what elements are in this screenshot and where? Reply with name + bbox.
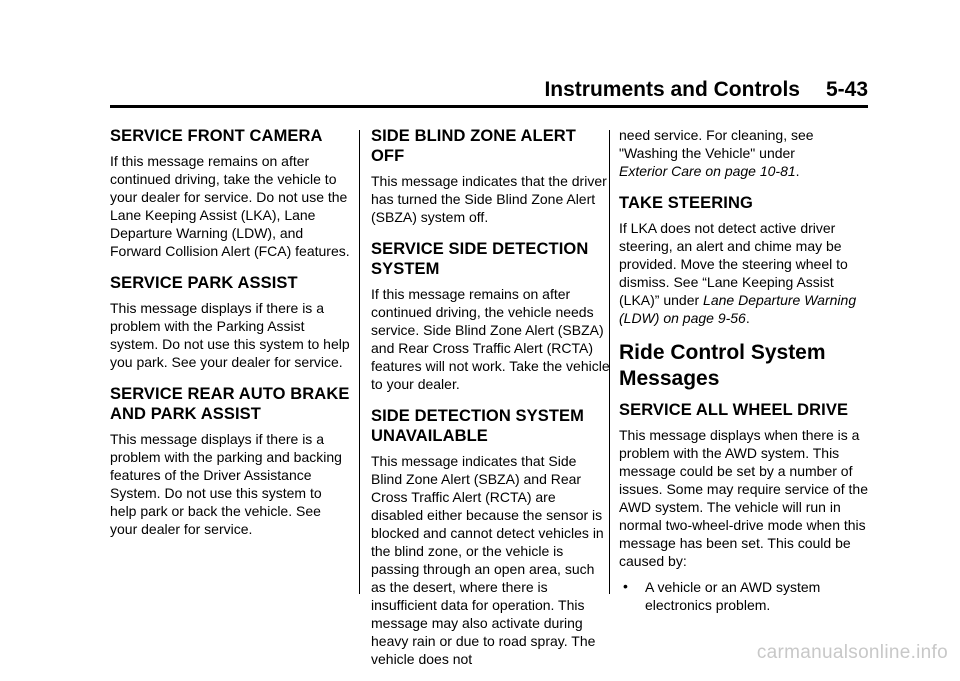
section-title: Instruments and Controls bbox=[544, 78, 800, 101]
heading-service-park-assist: SERVICE PARK ASSIST bbox=[110, 274, 298, 292]
heading-service-front-camera: SERVICE FRONT CAMERA bbox=[110, 127, 323, 145]
heading-side-detection-unavailable: SIDE DETECTION SYSTEM UNAVAILABLE bbox=[371, 407, 584, 445]
page-number: 5-43 bbox=[825, 78, 868, 101]
paragraph-service-rear-auto-brake: This message displays if there is a problem with the parking and backing features of the Driver Assistance System. Do not use this system to help park or back the vehicle. See your dealer for service. bbox=[110, 431, 342, 537]
page-header bbox=[110, 78, 868, 102]
list-item-text: A vehicle or an AWD system electronics problem. bbox=[645, 579, 821, 613]
bullet-icon: • bbox=[623, 578, 628, 594]
paragraph-service-front-camera: If this message remains on after continued driving, take the vehicle to your dealer for service. Do not use the Lane Keeping Assist (LKA), Lane Departure Warning (LDW), and Forward Collision Alert (FCA) features. bbox=[110, 153, 350, 259]
paragraph-take-steering bbox=[619, 219, 869, 327]
list-item bbox=[619, 578, 869, 614]
column-3 bbox=[619, 126, 869, 614]
header-rule bbox=[110, 105, 868, 108]
paragraph-service-side-detection: If this message remains on after continued driving, the vehicle needs service. Side Blind Zone Alert (SBZA) and Rear Cross Traffic Alert (RCTA) features will not work. Take the vehicle to your dealer. bbox=[371, 286, 610, 392]
paragraph-service-park-assist: This message displays if there is a problem with the Parking Assist system. Do not use this system to help you park. See your dealer for service. bbox=[110, 300, 350, 370]
heading-service-side-detection: SERVICE SIDE DETECTION SYSTEM bbox=[371, 240, 589, 278]
column-1 bbox=[110, 126, 350, 551]
period: . bbox=[745, 310, 750, 326]
paragraph-continued bbox=[619, 126, 869, 180]
heading-service-all-wheel-drive: SERVICE ALL WHEEL DRIVE bbox=[619, 401, 849, 419]
column-2 bbox=[371, 126, 611, 681]
heading-service-rear-auto-brake: SERVICE REAR AUTO BRAKE AND PARK ASSIST bbox=[110, 385, 350, 423]
heading-take-steering: TAKE STEERING bbox=[619, 194, 753, 212]
continued-text: need service. For cleaning, see "Washing the Vehicle" under bbox=[619, 127, 814, 161]
take-steering-text: If LKA does not detect active driver steering, an alert and chime may be provided. Move the steering wheel to dismiss. See “Lane Keeping Assist (LKA)” under bbox=[619, 220, 848, 308]
cross-reference-exterior-care[interactable]: Exterior Care on page 10-81 bbox=[619, 163, 796, 179]
heading-side-blind-zone-alert-off: SIDE BLIND ZONE ALERT OFF bbox=[371, 127, 576, 165]
heading-ride-control-messages: Ride Control System Messages bbox=[619, 341, 826, 390]
paragraph-side-detection-unavailable: This message indicates that Side Blind Zone Alert (SBZA) and Rear Cross Traffic Alert (RCTA) are disabled either because the sensor is blocked and cannot detect vehicles in the blind zone, or the vehicle is passing through an open area, such as the desert, where there is insufficient data for operation. This message may also activate during heavy rain or due to road spray. The vehicle does not bbox=[371, 453, 604, 667]
period: . bbox=[795, 163, 800, 179]
watermark: carmanualsonline.info bbox=[756, 642, 948, 663]
paragraph-service-all-wheel-drive: This message displays when there is a problem with the AWD system. This message could be set by a number of issues. Some may require service of the AWD system. The vehicle will run in normal two-wheel-drive mode when this message has been set. This could be caused by: bbox=[619, 427, 868, 569]
paragraph-side-blind-zone-alert-off: This message indicates that the driver has turned the Side Blind Zone Alert (SBZA) system off. bbox=[371, 173, 607, 225]
cross-reference-ldw[interactable]: Lane Departure Warning (LDW) on page 9-56 bbox=[619, 292, 857, 326]
bullet-list bbox=[619, 578, 869, 614]
column-divider-1 bbox=[359, 130, 360, 594]
